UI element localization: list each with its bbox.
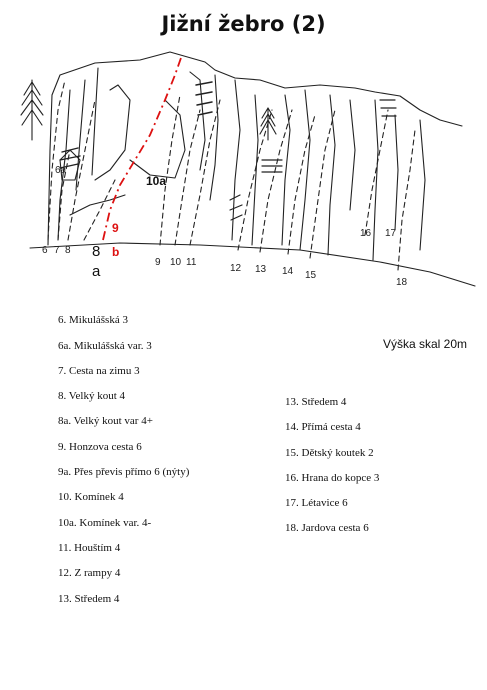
route-number: 9 [155,257,161,268]
label-9-red: 9 [112,221,119,235]
route-number: 11 [186,257,197,268]
label-b-red: b [112,245,120,259]
rock-skyline [48,52,462,245]
list-item: 17. Létavice 6 [285,497,348,509]
list-item: 16. Hrana do kopce 3 [285,472,380,484]
list-item: 7. Cesta na zimu 3 [58,365,140,377]
route-number: 16 [360,228,372,239]
list-item: 10. Komínek 4 [58,491,124,503]
red-route-line [103,55,182,240]
list-item: 8a. Velký kout var 4+ [58,415,153,427]
route-number: 7 [54,245,60,256]
tree-icon-left [21,80,43,140]
route-number: 17 [385,228,397,239]
label-a: a [92,263,101,280]
list-item: 14. Přímá cesta 4 [285,421,361,433]
label-10a: 10a [146,174,167,188]
route-number: 15 [305,270,317,281]
list-item: 11. Houštím 4 [58,542,121,554]
route-number: 8 [92,243,101,260]
list-item: 6. Mikulášská 3 [58,314,128,326]
route-number: 8 [65,245,71,256]
height-note: Výška skal 20m [383,337,468,351]
list-item: 13. Středem 4 [285,396,347,408]
route-number: 6 [42,245,48,256]
route-number: 18 [396,277,408,288]
list-item: 9a. Přes převis přímo 6 (nýty) [58,466,190,478]
list-item: 18. Jardova cesta 6 [285,522,369,534]
route-number: 12 [230,263,242,274]
list-item: 9. Honzova cesta 6 [58,441,142,453]
list-item: 15. Dětský koutek 2 [285,447,374,459]
list-item: 6a. Mikulášská var. 3 [58,340,152,352]
list-item: 10a. Komínek var. 4- [58,517,152,529]
list-item: 13. Středem 4 [58,593,120,605]
page-title: Jižní žebro (2) [161,12,326,36]
crag-topo-drawing [0,0,487,300]
route-number: 10 [170,257,182,268]
label-6a: 6a [55,165,67,176]
route-number: 13 [255,264,267,275]
route-number: 14 [282,266,294,277]
list-item: 8. Velký kout 4 [58,390,126,402]
list-item: 12. Z rampy 4 [58,567,121,579]
